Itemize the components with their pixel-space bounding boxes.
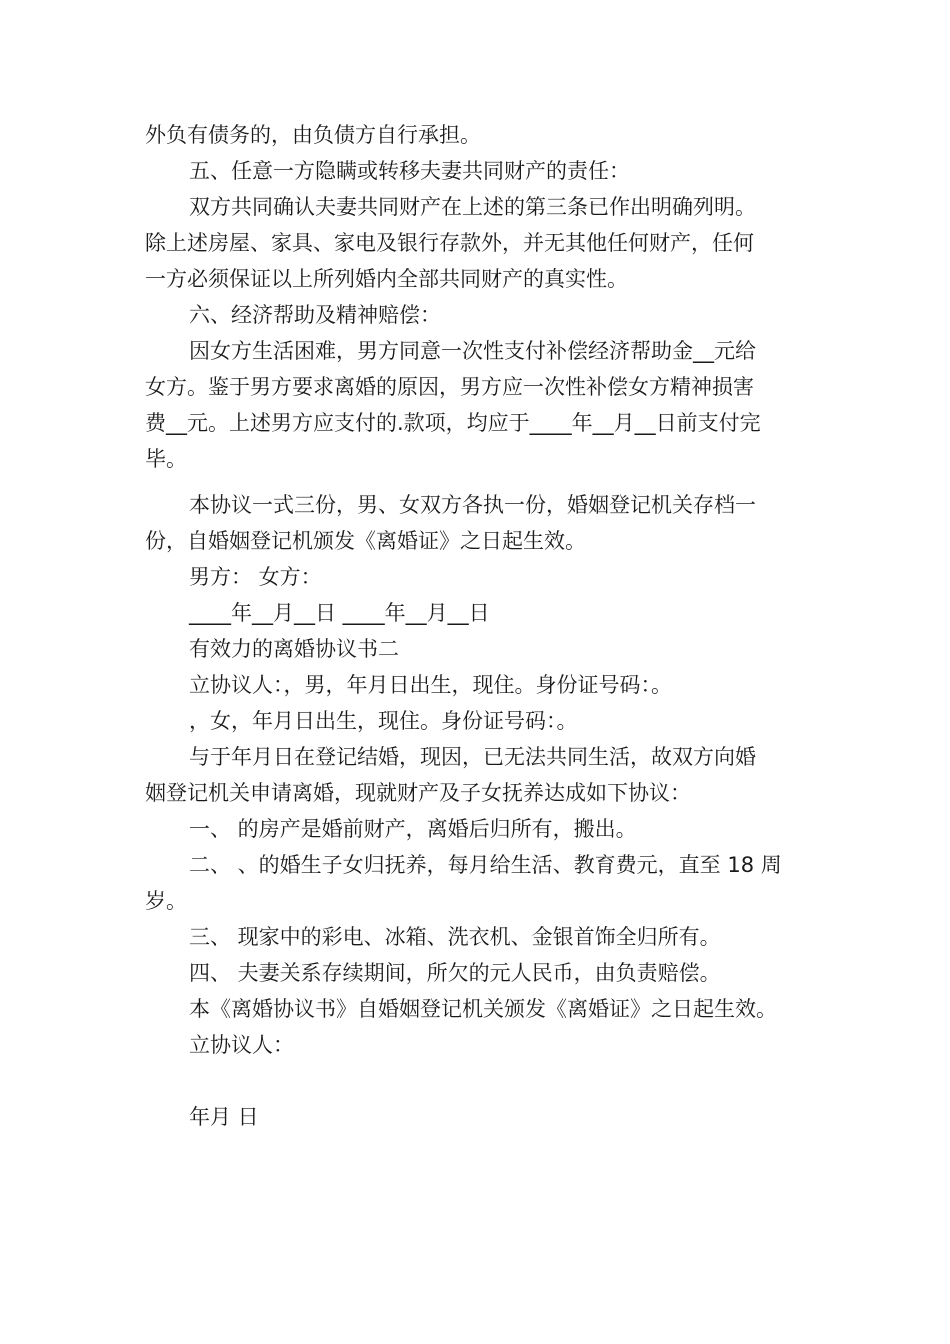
text-line: 与于年月日在登记结婚，现因，已无法共同生活，故双方向婚	[189, 745, 756, 769]
spacer	[145, 1063, 810, 1099]
clause-3: 三、 现家中的彩电、冰箱、洗衣机、金银首饰全归所有。	[189, 925, 721, 949]
date-line: 年月 日	[189, 1105, 259, 1129]
text-line: 岁。	[145, 889, 187, 913]
signatory-label: 立协议人：	[189, 1033, 294, 1057]
text-line: 毕。	[145, 447, 187, 471]
text-line: 本协议一式三份，男、女双方各执一份，婚姻登记机关存档一	[189, 493, 756, 517]
text-line: 外负有债务的，由负债方自行承担。	[145, 123, 481, 147]
text-line: 一方必须保证以上所列婚内全部共同财产的真实性。	[145, 267, 628, 291]
agreement-title-2: 有效力的离婚协议书二	[189, 637, 399, 661]
section-heading-5: 五、任意一方隐瞒或转移夫妻共同财产的责任：	[189, 159, 630, 183]
text-line: ，女，年月日出生，现住。身份证号码：。	[189, 709, 578, 733]
document-body	[145, 117, 810, 1135]
text-line: 双方共同确认夫妻共同财产在上述的第三条已作出明确列明。	[189, 195, 756, 219]
text-line: 本《离婚协议书》自婚姻登记机关颁发《离婚证》之日起生效。	[189, 997, 777, 1021]
text-line: 姻登记机关申请离婚，现就财产及子女抚养达成如下协议：	[145, 781, 691, 805]
section-heading-6: 六、经济帮助及精神赔偿：	[189, 303, 441, 327]
clause-1: 一、 的房产是婚前财产，离婚后归所有，搬出。	[189, 817, 637, 841]
clause-4: 四、 夫妻关系存续期间，所欠的元人民币，由负责赔偿。	[189, 961, 721, 985]
signature-labels: 男方： 女方：	[189, 565, 322, 589]
text-line: 女方。鉴于男方要求离婚的原因，男方应一次性补偿女方精神损害	[145, 375, 754, 399]
clause-2: 二、 、的婚生子女归抚养，每月给生活、教育费元，直至 18 周	[189, 853, 782, 877]
text-line: 份，自婚姻登记机颁发《离婚证》之日起生效。	[145, 529, 586, 553]
spacer	[145, 477, 810, 487]
signature-dates: ____年__月__日 ____年__月__日	[189, 601, 490, 625]
text-line: 因女方生活困难，男方同意一次性支付补偿经济帮助金__元给	[189, 339, 756, 363]
text-line: 费__元。上述男方应支付的.款项，均应于____年__月__日前支付完	[145, 411, 761, 435]
text-line: 立协议人：，男，年月日出生，现住。身份证号码：。	[189, 673, 672, 697]
text-line: 除上述房屋、家具、家电及银行存款外，并无其他任何财产，任何	[145, 231, 754, 255]
